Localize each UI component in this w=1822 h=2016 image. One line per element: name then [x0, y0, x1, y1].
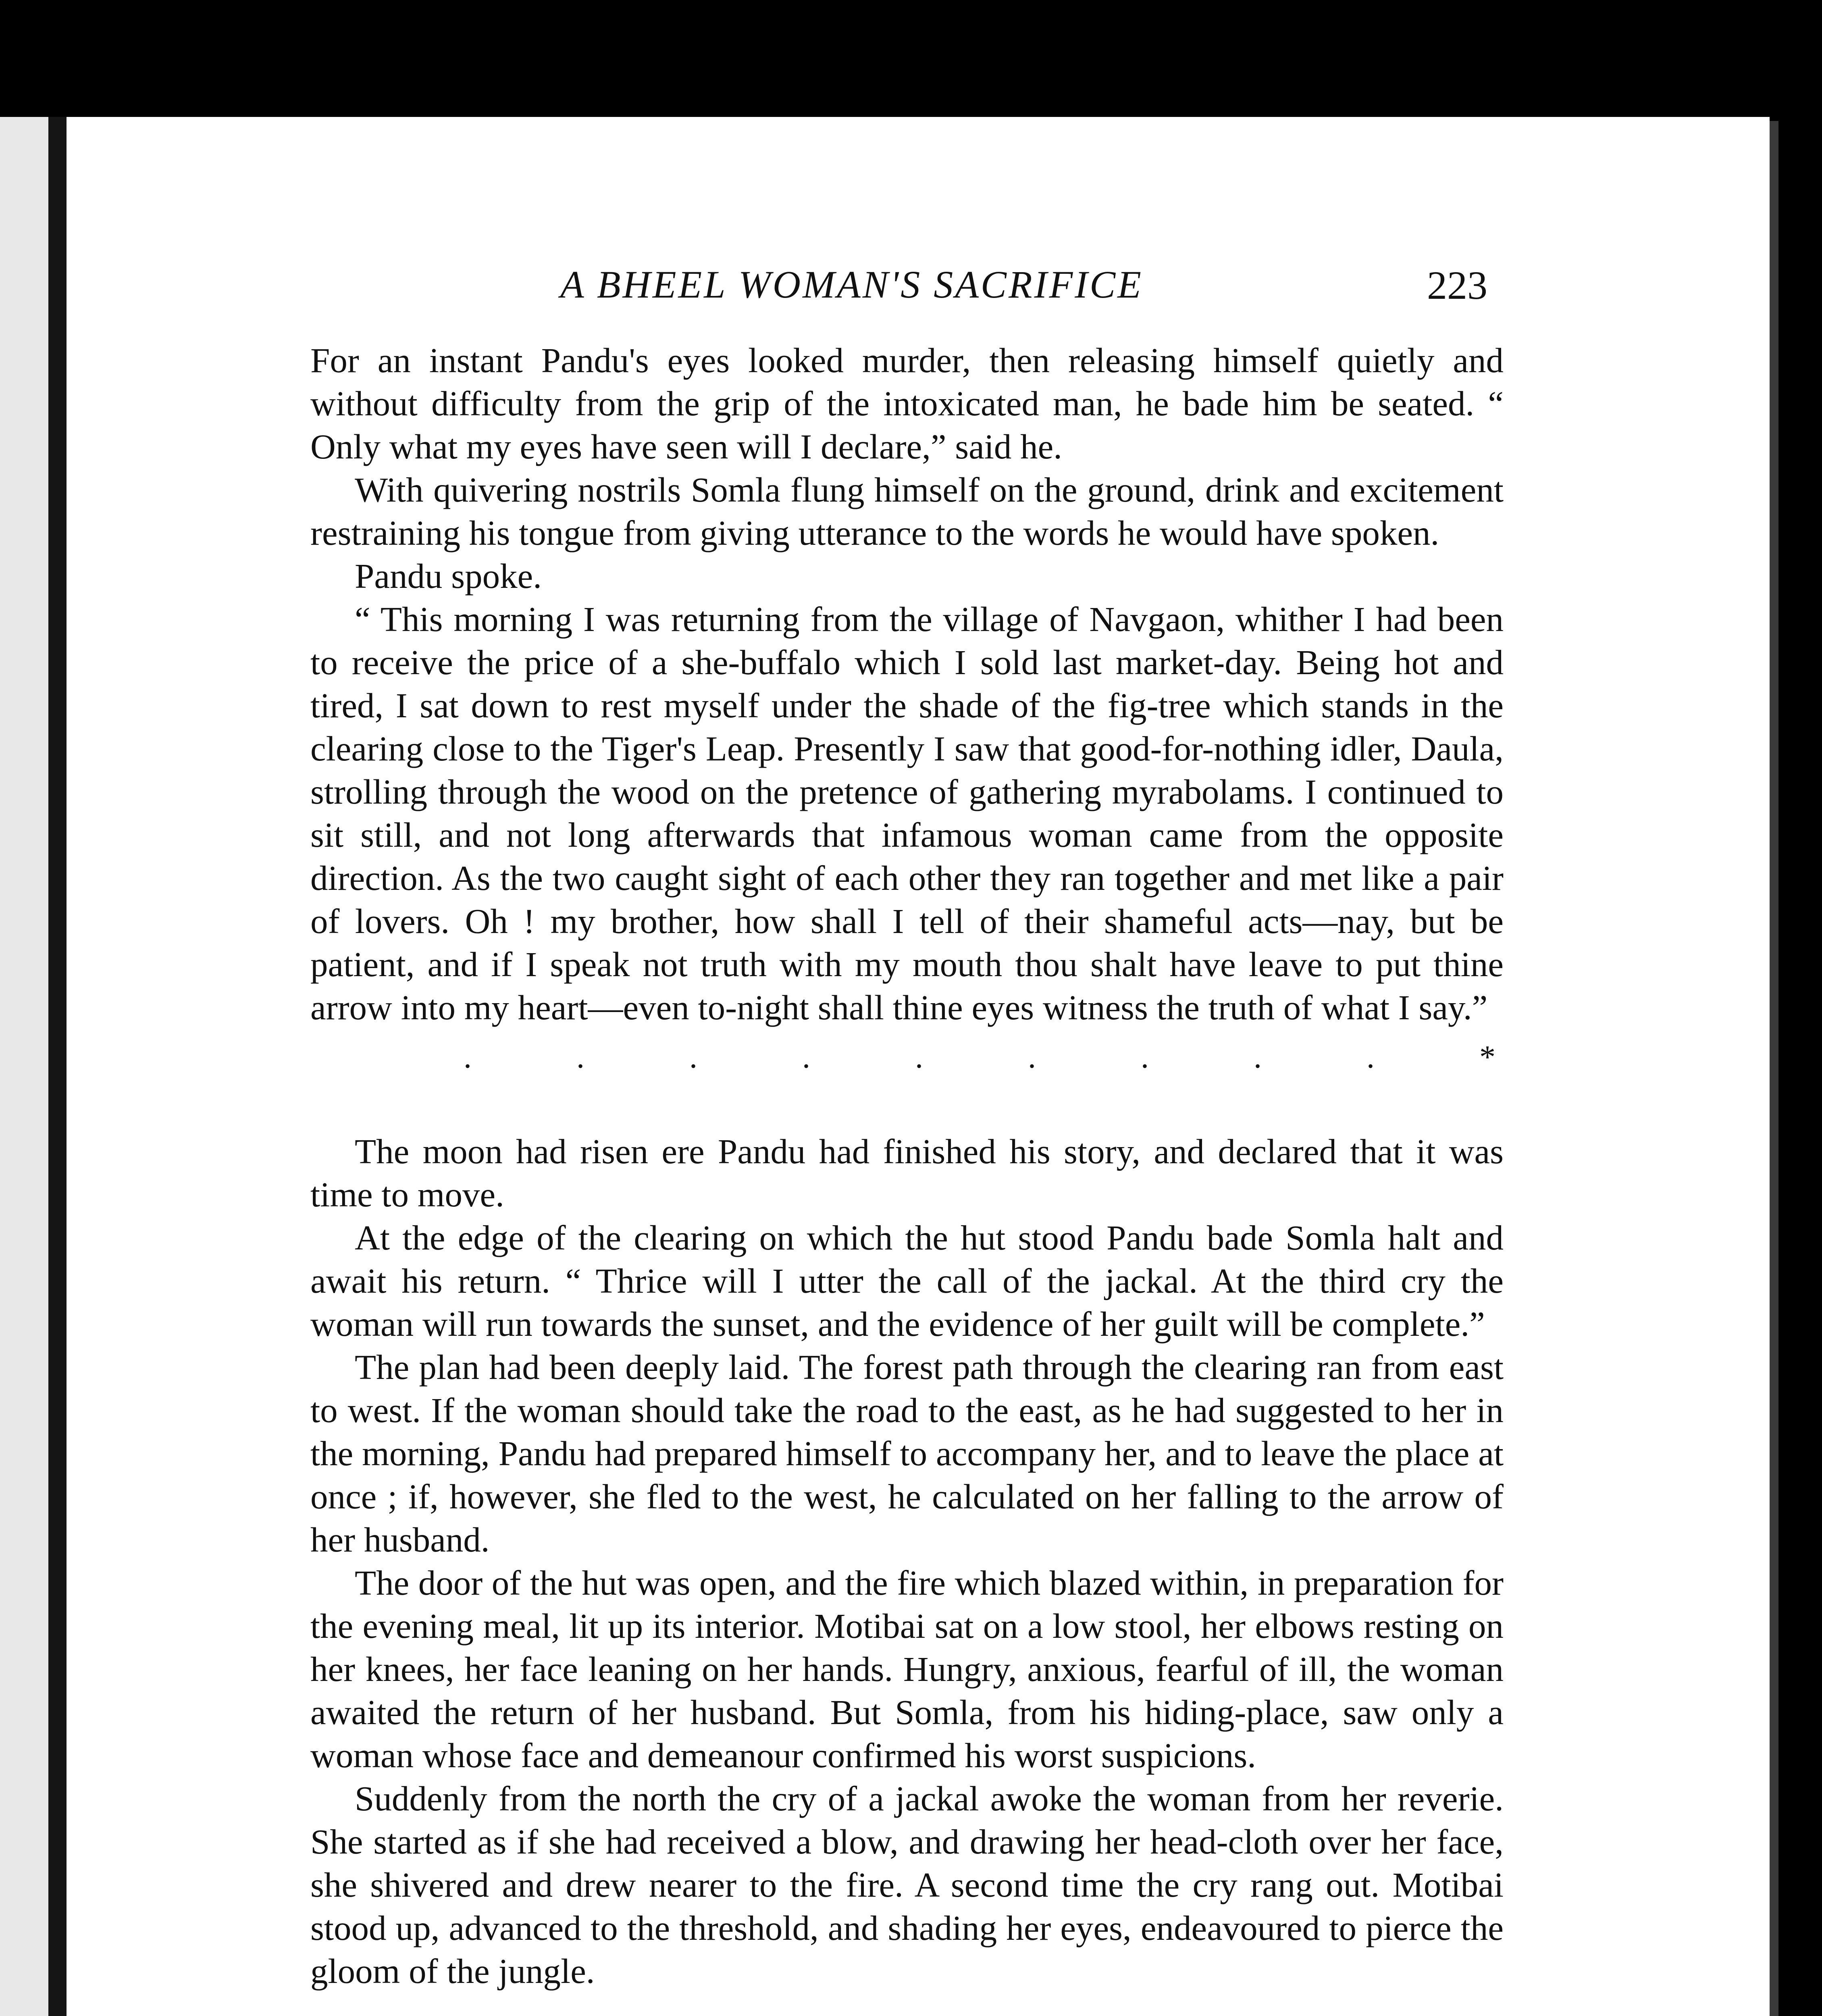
section-break-mark: . [1366, 1039, 1375, 1075]
paragraph: With quivering nostrils Somla flung himself on the ground, drink and excitement restraining his tongue from giving utterance to the words he would have spoken. [310, 470, 1504, 552]
paragraph: For an instant Pandu's eyes looked murder, then releasing himself quietly and without difficulty from the grip of the intoxicated man, he bade him be seated. “ Only what my eyes have seen will I declare,” said he. [310, 341, 1504, 466]
section-break [310, 1029, 1504, 1102]
section-break-mark: . [689, 1039, 697, 1075]
section-break-mark: * [1479, 1039, 1495, 1075]
section-break-mark: . [464, 1039, 472, 1075]
running-title: A BHEEL WOMAN'S SACRIFICE [560, 263, 1143, 306]
page-right-edge [1770, 121, 1778, 2016]
section-break-mark: . [915, 1039, 923, 1075]
paragraph: The moon had risen ere Pandu had finished his story, and declared that it was time to move. [310, 1132, 1504, 1214]
facing-page-edge [0, 117, 48, 2016]
page-number: 223 [1427, 263, 1487, 308]
paragraph: Suddenly from the north the cry of a jackal awoke the woman from her reverie. She started as if she had received a blow, and drawing her head-cloth over her face, she shivered and drew nearer to the fire. A second time the cry rang out. Motibai stood up, advanced to the threshold, and shading her eyes, endeavoured to pierce the gloom of the jungle. [310, 1779, 1504, 1991]
paragraph: The door of the hut was open, and the fire which blazed within, in preparation for the evening meal, lit up its interior. Motibai sat on a low stool, her elbows resting on her knees, her face leaning on her hands. Hungry, anxious, fearful of ill, the woman awaited the return of her husband. But Somla, from his hiding-place, saw only a woman whose face and demeanour confirmed his worst suspicions. [310, 1563, 1504, 1775]
section-break-mark: . [1254, 1039, 1262, 1075]
body-text [310, 339, 1504, 1993]
paragraph: The plan had been deeply laid. The forest path through the clearing ran from east to west. If the woman should take the road to the east, as he had suggested to her in the morning, Pandu had prepared himself to accompany her, and to leave the place at once ; if, however, she fled to the west, he calculated on her falling to the arrow of her husband. [310, 1347, 1504, 1559]
section-break-mark: . [1028, 1039, 1036, 1075]
paragraph: “ This morning I was returning from the village of Navgaon, whither I had been to receive the price of a she-buffalo which I sold last market-day. Being hot and tired, I sat down to rest myself under the shade of the fig-tree which stands in the clearing close to the Tiger's Leap. Presently I saw that good-for-nothing idler, Daula, strolling through the wood on the pretence of gathering myrabolams. I continued to sit still, and not long afterwards that infamous woman came from the opposite direction. As the two caught sight of each other they ran together and met like a pair of lovers. Oh ! my brother, how shall I tell of their shameful acts—nay, but be patient, and if I speak not truth with my mouth thou shalt have leave to put thine arrow into my heart—even to-night shall thine eyes witness the truth of what I say.” [310, 600, 1504, 1027]
section-break-mark: . [576, 1039, 584, 1075]
paragraph: Pandu spoke. [355, 556, 542, 596]
paragraph: At the edge of the clearing on which the hut stood Pandu bade Somla halt and await his return. “ Thrice will I utter the call of the jackal. At the third cry the woman will run towards the sunset, and the evidence of her guilt will be complete.” [310, 1218, 1504, 1343]
section-break-mark: . [802, 1039, 810, 1075]
book-gutter [48, 117, 67, 2016]
section-break-mark: . [1141, 1039, 1149, 1075]
